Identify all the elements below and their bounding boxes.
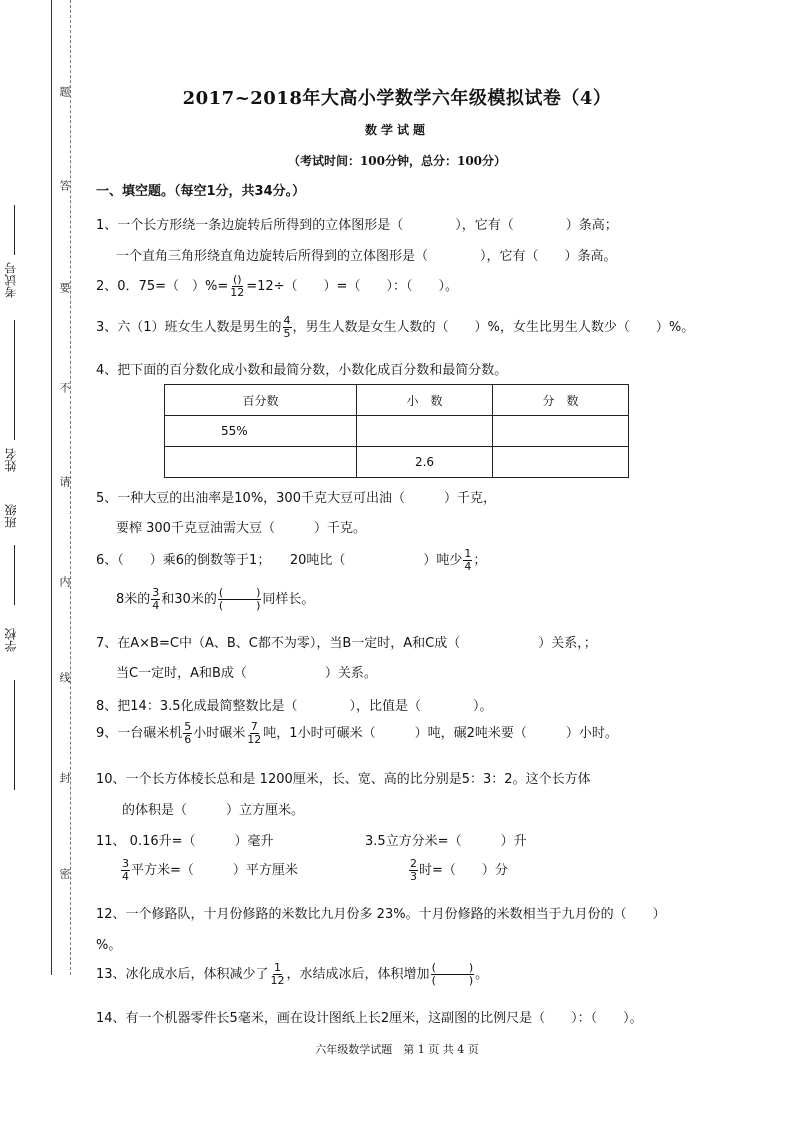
class-label: 班级 xyxy=(4,504,18,528)
table-header: 百分数 xyxy=(165,385,357,416)
fraction: $\frac{5}{6}$ xyxy=(184,720,192,746)
fraction: $\frac{3}{4}$ xyxy=(152,586,160,612)
school-label: 学校 xyxy=(4,628,18,652)
question-8: 8、把14：3.5化成最简整数比是（ ），比值是（ ）。 xyxy=(96,699,493,714)
seal-char: 要 xyxy=(58,282,71,293)
section-heading: 一、填空题。（每空1分，共34分。） xyxy=(96,184,306,199)
school-line[interactable] xyxy=(14,680,15,790)
fraction: $\frac{1}{12}$ xyxy=(270,961,285,987)
question-1-line2: 一个直角三角形绕直角边旋转后所得到的立体图形是（ ），它有（ ）条高。 xyxy=(116,249,617,264)
table-cell[interactable] xyxy=(165,447,357,478)
question-6-line2: 8米的 $\frac{3}{4}$ 和30米的 $\frac{( )}{( )}$ 同样长。 xyxy=(116,586,315,612)
binding-dashed-line xyxy=(70,0,71,975)
question-4: 4、把下面的百分数化成小数和最简分数，小数化成百分数和最简分数。 xyxy=(96,363,508,378)
question-12-line2: %。 xyxy=(96,938,122,953)
table-header: 小 数 xyxy=(357,385,493,416)
fraction: $\frac{()}{12}$ xyxy=(230,273,245,299)
fraction-blank[interactable]: $\frac{( )}{( )}$ xyxy=(431,961,474,987)
question-11-d: $\frac{2}{3}$ 时=（ ）分 xyxy=(410,857,508,883)
seal-char: 内 xyxy=(58,576,71,587)
seal-char: 答 xyxy=(58,180,71,191)
question-10-line1: 10、一个长方体棱长总和是 1200厘米，长、宽、高的比分别是5：3：2。这个长方体 xyxy=(96,772,591,787)
question-11-c: $\frac{3}{4}$ 平方米=（ ）平方厘米 xyxy=(122,857,298,883)
seal-char: 不 xyxy=(58,382,71,393)
question-9: 9、一台碾米机 $\frac{5}{6}$ 小时碾米 $\frac{7}{12}$ 吨，1小时可碾米（ ）吨，碾2吨米要（ ）小时。 xyxy=(96,720,618,746)
question-10-line2: 的体积是（ ）立方厘米。 xyxy=(122,803,305,818)
question-2-post: =12÷（ ）=（ ）：（ ）。 xyxy=(246,279,458,294)
question-11-b: 3.5立方分米=（ ）升 xyxy=(365,834,527,849)
question-12-line1: 12、一个修路队，十月份修路的米数比九月份多 23%。十月份修路的米数相当于九月份的（ ） xyxy=(96,907,666,922)
question-1-line1: 1、一个长方形绕一条边旋转后所得到的立体图形是（ ），它有（ ）条高； xyxy=(96,218,618,233)
seal-char: 线 xyxy=(58,672,71,683)
table-row xyxy=(165,416,629,447)
table-cell: 2.6 xyxy=(357,447,493,478)
question-2 xyxy=(96,274,458,299)
table-header-row xyxy=(165,385,629,416)
question-13: 13、冰化成水后，体积减少了 $\frac{1}{12}$ ，水结成冰后，体积增加 $\frac{( )}{( )}$ 。 xyxy=(96,961,489,987)
exam-time-info: （考试时间：100分钟，总分：100分） xyxy=(287,154,507,168)
question-5-line1: 5、一种大豆的出油率是10%，300千克大豆可出油（ ）千克， xyxy=(96,491,496,506)
exam-number-label: 考试号 xyxy=(4,262,18,298)
name-label: 姓名 xyxy=(4,448,18,472)
question-6-line1: 6、（ ）乘6的倒数等于1； 20吨比（ ）吨少 $\frac{1}{4}$ ； xyxy=(96,547,487,573)
table-cell[interactable] xyxy=(493,416,629,447)
question-7-line1: 7、在A×B=C中（A、B、C都不为零），当B一定时，A和C成（ ）关系，； xyxy=(96,636,597,651)
fraction: $\frac{1}{4}$ xyxy=(464,547,472,573)
question-2-pre: 2、0．75=（ ）%= xyxy=(96,279,229,294)
page-subtitle: 数学试题 xyxy=(364,123,429,137)
table-cell[interactable] xyxy=(357,416,493,447)
table-row xyxy=(165,447,629,478)
fraction: $\frac{7}{12}$ xyxy=(247,720,262,746)
table-cell: 55% xyxy=(165,416,357,447)
question-5-line2: 要榨 300千克豆油需大豆（ ）千克。 xyxy=(116,521,366,536)
name-line[interactable] xyxy=(14,320,15,440)
binding-line xyxy=(51,0,52,975)
fraction: $\frac{2}{3}$ xyxy=(410,857,417,883)
table-cell[interactable] xyxy=(493,447,629,478)
conversion-table xyxy=(164,384,629,478)
table-header: 分 数 xyxy=(493,385,629,416)
seal-char: 题 xyxy=(58,86,71,97)
seal-char: 密 xyxy=(58,868,71,879)
seal-char: 封 xyxy=(58,772,71,783)
question-7-line2: 当C一定时，A和B成（ ）关系。 xyxy=(116,666,377,681)
question-3: 3、六（1）班女生人数是男生的 $\frac{4}{5}$ ，男生人数是女生人数的（ ）%，女生比男生人数少（ ）%。 xyxy=(96,314,695,340)
fraction: $\frac{3}{4}$ xyxy=(122,857,129,883)
exam-number-line[interactable] xyxy=(14,205,15,255)
question-11-a: 11、 0.16升=（ ）毫升 xyxy=(96,834,274,849)
page-footer: 六年级数学试题 第 1 页 共 4 页 xyxy=(315,1043,479,1056)
fraction-blank[interactable]: $\frac{( )}{( )}$ xyxy=(218,586,261,612)
question-14: 14、有一个机器零件长5毫米，画在设计图纸上长2厘米，这副图的比例尺是（ ）：（ ）。 xyxy=(96,1011,643,1026)
seal-char: 请 xyxy=(58,476,71,487)
class-line[interactable] xyxy=(14,545,15,605)
page-title: 2017~2018年大高小学数学六年级模拟试卷（4） xyxy=(182,88,612,109)
fraction: $\frac{4}{5}$ xyxy=(283,314,291,340)
